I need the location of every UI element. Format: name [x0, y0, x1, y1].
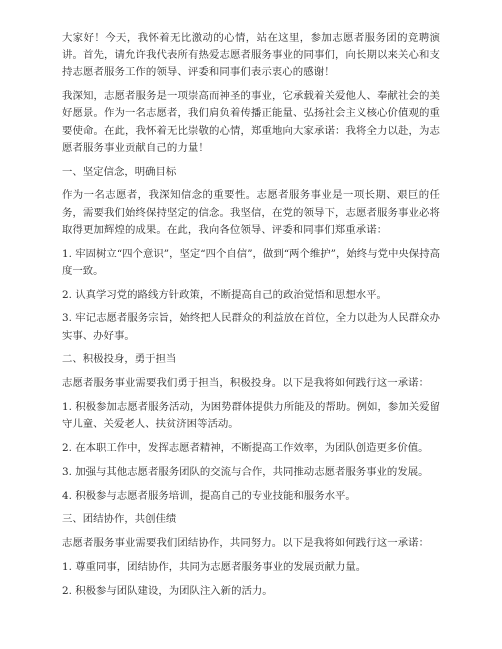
list-item: 1. 尊重同事，团结协作，共同为志愿者服务事业的发展贡献力量。 [62, 560, 367, 573]
section-lead: 志愿者服务事业需要我们勇于担当，积极投身。以下是我将如何践行这一承诺： [62, 377, 430, 390]
list-item: 1. 积极参加志愿者服务活动，为困势群体提供力所能及的帮助。例如，参加关爱留守儿童、关爱老人、扶贫济困等活动。 [62, 401, 440, 431]
list-item: 3. 牢记志愿者服务宗旨，始终把人民群众的利益放在首位，全力以赴为人民群众办实事、办好事。 [62, 312, 440, 342]
section-2 [62, 351, 440, 504]
section-heading: 二、积极投身，勇于担当 [62, 353, 177, 366]
section-1 [62, 164, 440, 345]
section-heading: 三、团结协作，共创佳绩 [62, 513, 177, 526]
section-heading: 一、坚定信念，明确目标 [62, 165, 177, 178]
section-3 [62, 511, 440, 600]
section-lead: 志愿者服务事业需要我们团结协作，共同努力。以下是我将如何践行这一承诺： [62, 537, 430, 550]
list-item: 1. 牢固树立“四个意识”，坚定“四个自信”，做到“两个维护”，始终与党中央保持高度一致。 [62, 247, 440, 277]
intro-paragraph: 大家好！今天，我怀着无比激动的心情，站在这里，参加志愿者服务团的竞聘演讲。首先，请允许我代表所有热爱志愿者服务事业的同事们，向长期以来关心和支持志愿者服务工作的领导、评委和同事们表示衷心的感谢！ [62, 32, 440, 79]
list-item: 4. 积极参与志愿者服务培训，提高自己的专业技能和服务水平。 [62, 489, 356, 502]
list-item: 2. 积极参与团队建设，为团队注入新的活力。 [62, 584, 273, 597]
intro-paragraph: 我深知，志愿者服务是一项崇高而神圣的事业，它承载着关爱他人、奉献社会的美好愿景。作为一名志愿者，我们肩负着传播正能量、弘扬社会主义核心价值观的重要使命。在此，我怀着无比崇敬的心情，郑重地向大家承诺：我将全力以赴，为志愿者服务事业贡献自己的力量！ [62, 90, 440, 154]
list-item: 3. 加强与其他志愿者服务团队的交流与合作，共同推动志愿者服务事业的发展。 [62, 465, 429, 478]
list-item: 2. 在本职工作中，发挥志愿者精神，不断提高工作效率，为团队创造更多价值。 [62, 442, 429, 454]
document-body [62, 30, 440, 607]
section-lead: 作为一名志愿者，我深知信念的重要性。志愿者服务事业是一项长期、艰巨的任务，需要我们始终保持坚定的信念。我坚信，在党的领导下，志愿者服务事业必将取得更加辉煌的成果。在此，我向各位领导、评委和同事们郑重承诺： [62, 189, 440, 236]
list-item: 2. 认真学习党的路线方针政策，不断提高自己的政治觉悟和思想水平。 [62, 288, 387, 301]
